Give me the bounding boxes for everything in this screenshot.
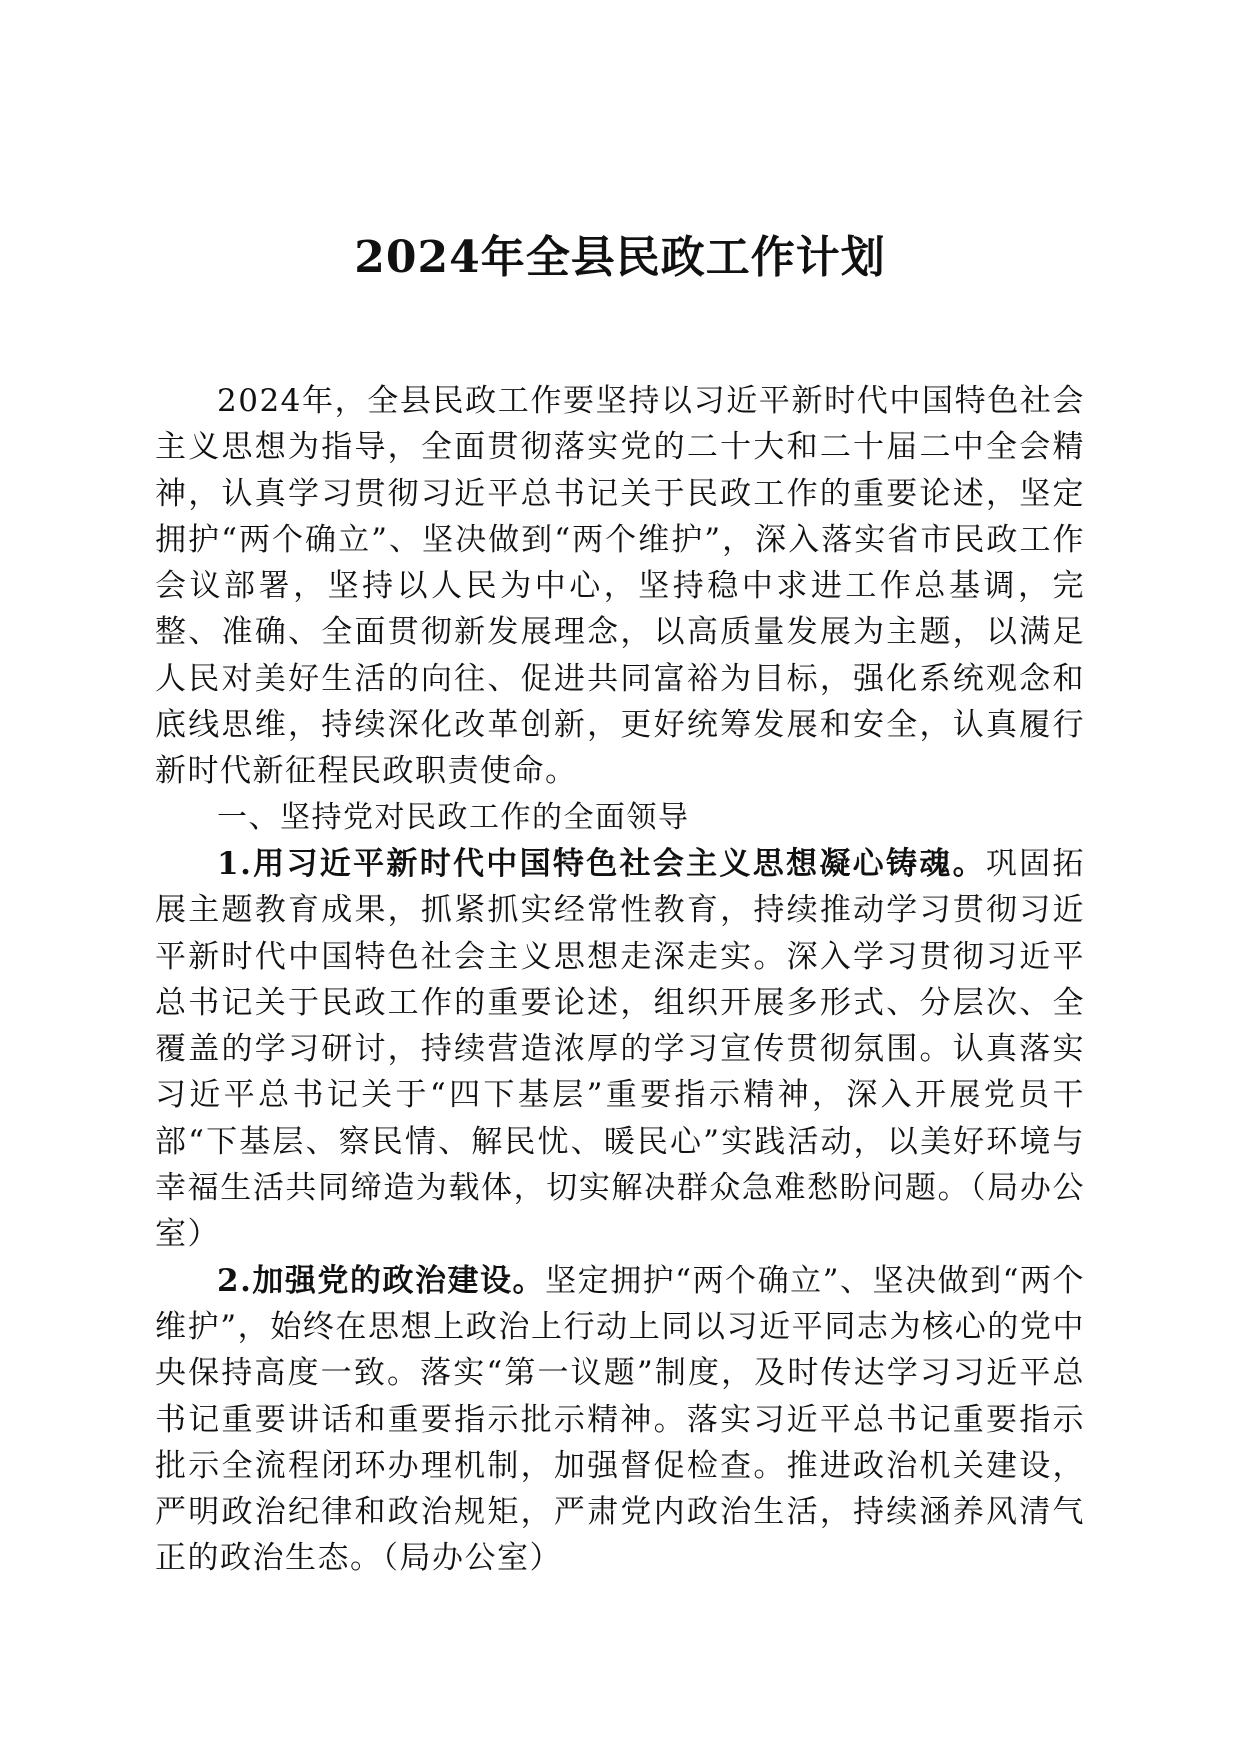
- document-title: 2024年全县民政工作计划: [354, 232, 886, 283]
- document-body: [155, 378, 1085, 1582]
- item-paragraph-2: [155, 1258, 1085, 1582]
- item-text-1: 巩固拓展主题教育成果，抓紧抓实经常性教育，持续推动学习贯彻习近平新时代中国特色社会主义思想走深走实。深入学习贯彻习近平总书记关于民政工作的重要论述，组织开展多形式、分层次、全覆盖的学习研讨，持续营造浓厚的学习宣传贯彻氛围。认真落实习近平总书记关于“四下基层”重要指示精神，深入开展党员干部“下基层、察民情、解民忧、暖民心”实践活动，以美好环境与幸福生活共同缔造为载体，切实解决群众急难愁盼问题。（局办公室）: [155, 845, 1085, 1253]
- item-text-2: 坚定拥护“两个确立”、坚决做到“两个维护”，始终在思想上政治上行动上同以习近平同志为核心的党中央保持高度一致。落实“第一议题”制度，及时传达学习习近平总书记重要讲话和重要指示批示精神。落实习近平总书记重要指示批示全流程闭环办理机制，加强督促检查。推进政治机关建设，严明政治纪律和政治规矩，严肃党内政治生活，持续涵养风清气正的政治生态。（局办公室）: [155, 1262, 1085, 1577]
- section-heading: 一、坚持党对民政工作的全面领导: [217, 799, 690, 835]
- item-lead-2: 2.加强党的政治建设。: [217, 1262, 546, 1299]
- intro-paragraph: 2024年，全县民政工作要坚持以习近平新时代中国特色社会主义思想为指导，全面贯彻落实党的二十大和二十届二中全会精神，认真学习贯彻习近平总书记关于民政工作的重要论述，坚定拥护“两个确立”、坚决做到“两个维护”，深入落实省市民政工作会议部署，坚持以人民为中心，坚持稳中求进工作总基调，完整、准确、全面贯彻新发展理念，以高质量发展为主题，以满足人民对美好生活的向往、促进共同富裕为目标，强化系统观念和底线思维，持续深化改革创新，更好统筹发展和安全，认真履行新时代新征程民政职责使命。: [155, 383, 1085, 790]
- item-lead-1: 1.用习近平新时代中国特色社会主义思想凝心铸魂。: [217, 845, 986, 882]
- item-paragraph-1: [155, 841, 1085, 1258]
